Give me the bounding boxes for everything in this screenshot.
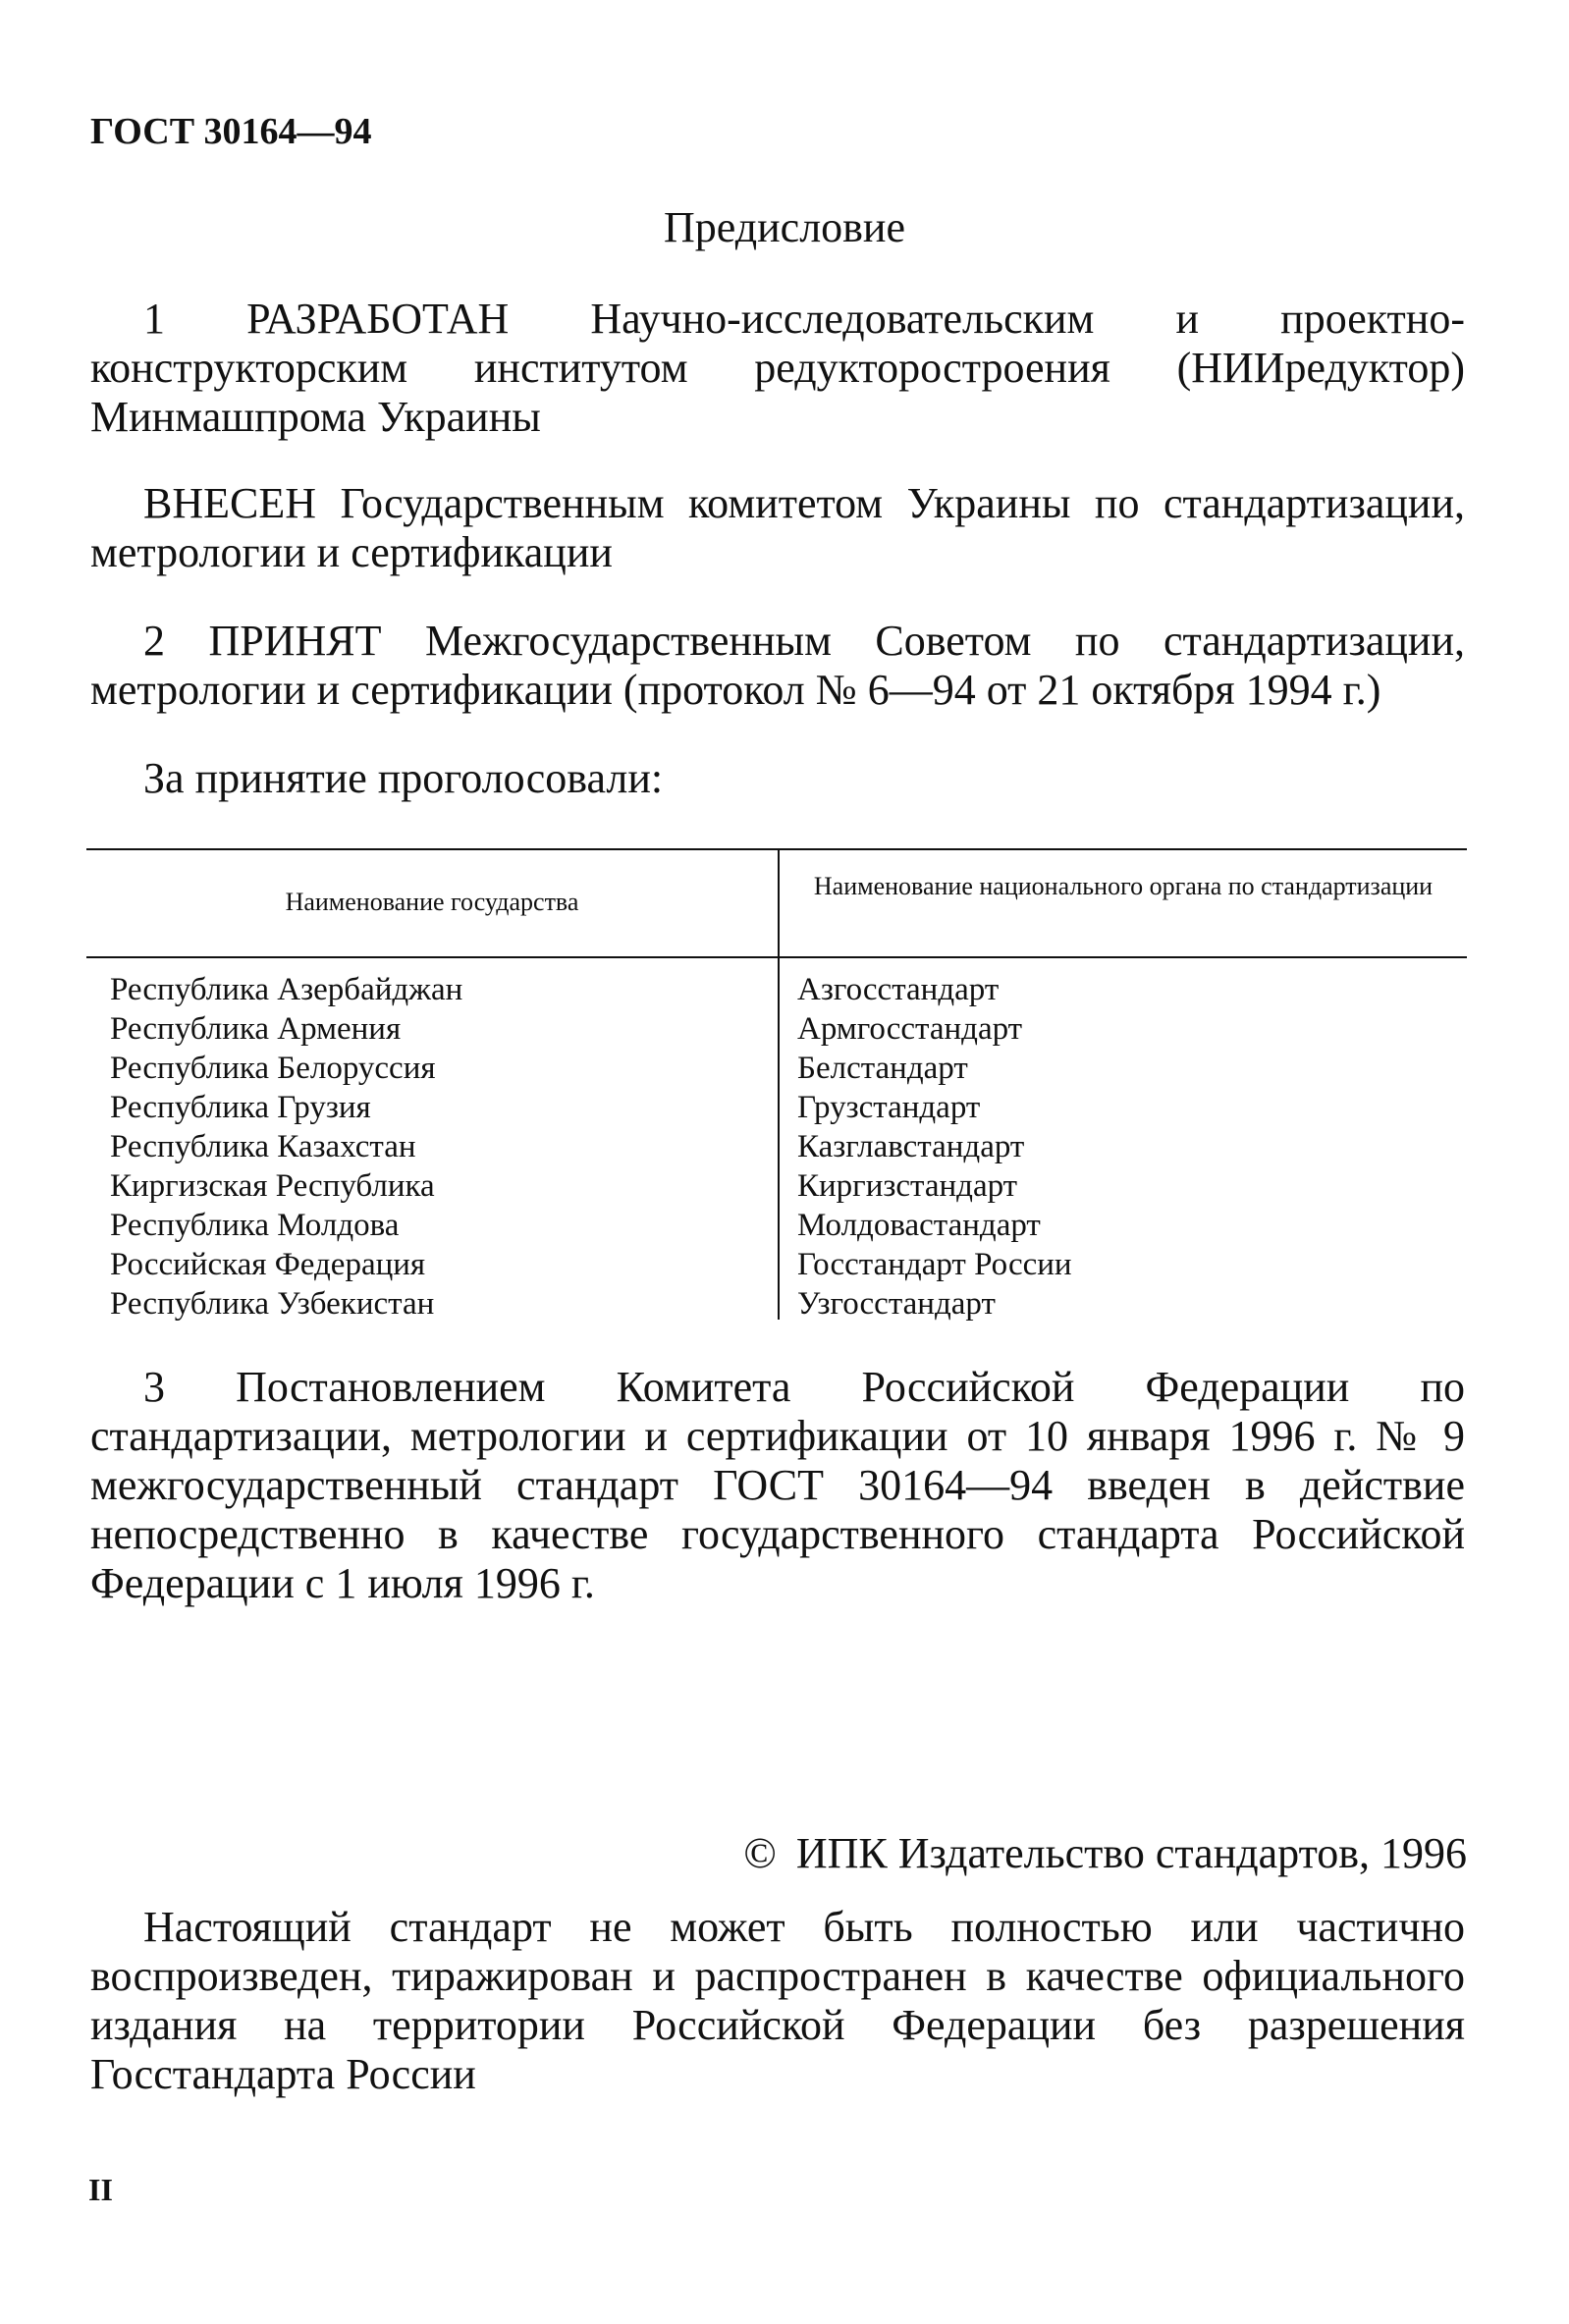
body-cell: Белстандарт	[797, 1051, 968, 1086]
table-header-rule	[86, 956, 1467, 958]
state-cell: Республика Молдова	[110, 1208, 400, 1243]
table-body	[86, 970, 1467, 1324]
body-cell: Узгосстандарт	[797, 1286, 996, 1322]
body-cell: Госстандарт России	[797, 1247, 1072, 1282]
state-cell: Республика Грузия	[110, 1090, 371, 1125]
paragraph-introduced	[90, 479, 1465, 577]
table-row	[86, 1009, 1467, 1049]
state-cell: Республика Армения	[110, 1011, 402, 1047]
table-row	[86, 1127, 1467, 1166]
document-code: ГОСТ 30164—94	[90, 111, 372, 152]
table-top-rule	[86, 848, 1467, 850]
table-row	[86, 1049, 1467, 1088]
state-cell: Республика Белоруссия	[110, 1051, 436, 1086]
page-number: II	[88, 2172, 113, 2207]
table-header-body: Наименование национального органа по стандартизации	[813, 872, 1434, 900]
state-cell: Республика Казахстан	[110, 1129, 416, 1164]
state-cell: Киргизская Республика	[110, 1168, 435, 1204]
body-cell: Казглавстандарт	[797, 1129, 1025, 1164]
state-cell: Республика Узбекистан	[110, 1286, 435, 1322]
adopted-text: Межгосударственным Советом по стандартизации, метрологии и сертификации (протокол № 6—94 от 21 октября 1994 г.)	[90, 617, 1465, 714]
table-header-state: Наименование государства	[285, 888, 579, 916]
reproduction-notice: Настоящий стандарт не может быть полностью или частично воспроизведен, тиражирован и распространен в качестве официального издания на территории Российской Федерации без разрешения Госстандарта России	[90, 1903, 1465, 2098]
copyright-icon: ©	[743, 1829, 777, 1877]
state-cell: Республика Азербайджан	[110, 972, 463, 1007]
introduced-text: Государственным комитетом Украины по стандартизации, метрологии и сертификации	[90, 479, 1465, 576]
developed-text: Научно-исследовательским и проектно-конструкторским институтом редукторостроения (НИИредуктор) Минмашпрома Украины	[90, 295, 1465, 441]
body-cell: Киргизстандарт	[797, 1168, 1018, 1204]
table-row	[86, 1206, 1467, 1245]
paragraph-developed	[90, 295, 1465, 442]
copyright-line	[743, 1828, 1467, 1878]
table-row	[86, 1166, 1467, 1206]
vote-intro: За принятие проголосовали:	[143, 754, 664, 802]
adopted-label: 2 ПРИНЯТ	[143, 617, 382, 665]
body-cell: Армгосстандарт	[797, 1011, 1023, 1047]
body-cell: Азгосстандарт	[797, 972, 1000, 1007]
paragraph-enacted: 3 Постановлением Комитета Российской Федерации по стандартизации, метрологии и сертификации от 10 января 1996 г. № 9 межгосударственный стандарт ГОСТ 30164—94 введен в действие непосредственно в качестве государственного стандарта Российской Федерации с 1 июля 1996 г.	[90, 1363, 1465, 1607]
body-cell: Грузстандарт	[797, 1090, 981, 1125]
section-title: Предисловие	[664, 203, 905, 251]
table-row	[86, 970, 1467, 1009]
body-cell: Молдовастандарт	[797, 1208, 1041, 1243]
paragraph-adopted	[90, 617, 1465, 715]
introduced-label: ВНЕСЕН	[143, 479, 316, 527]
developed-label: 1 РАЗРАБОТАН	[143, 295, 510, 343]
table-row	[86, 1284, 1467, 1324]
state-cell: Российская Федерация	[110, 1247, 426, 1282]
copyright-text: ИПК Издательство стандартов, 1996	[795, 1829, 1467, 1877]
table-row	[86, 1245, 1467, 1284]
table-row	[86, 1088, 1467, 1127]
